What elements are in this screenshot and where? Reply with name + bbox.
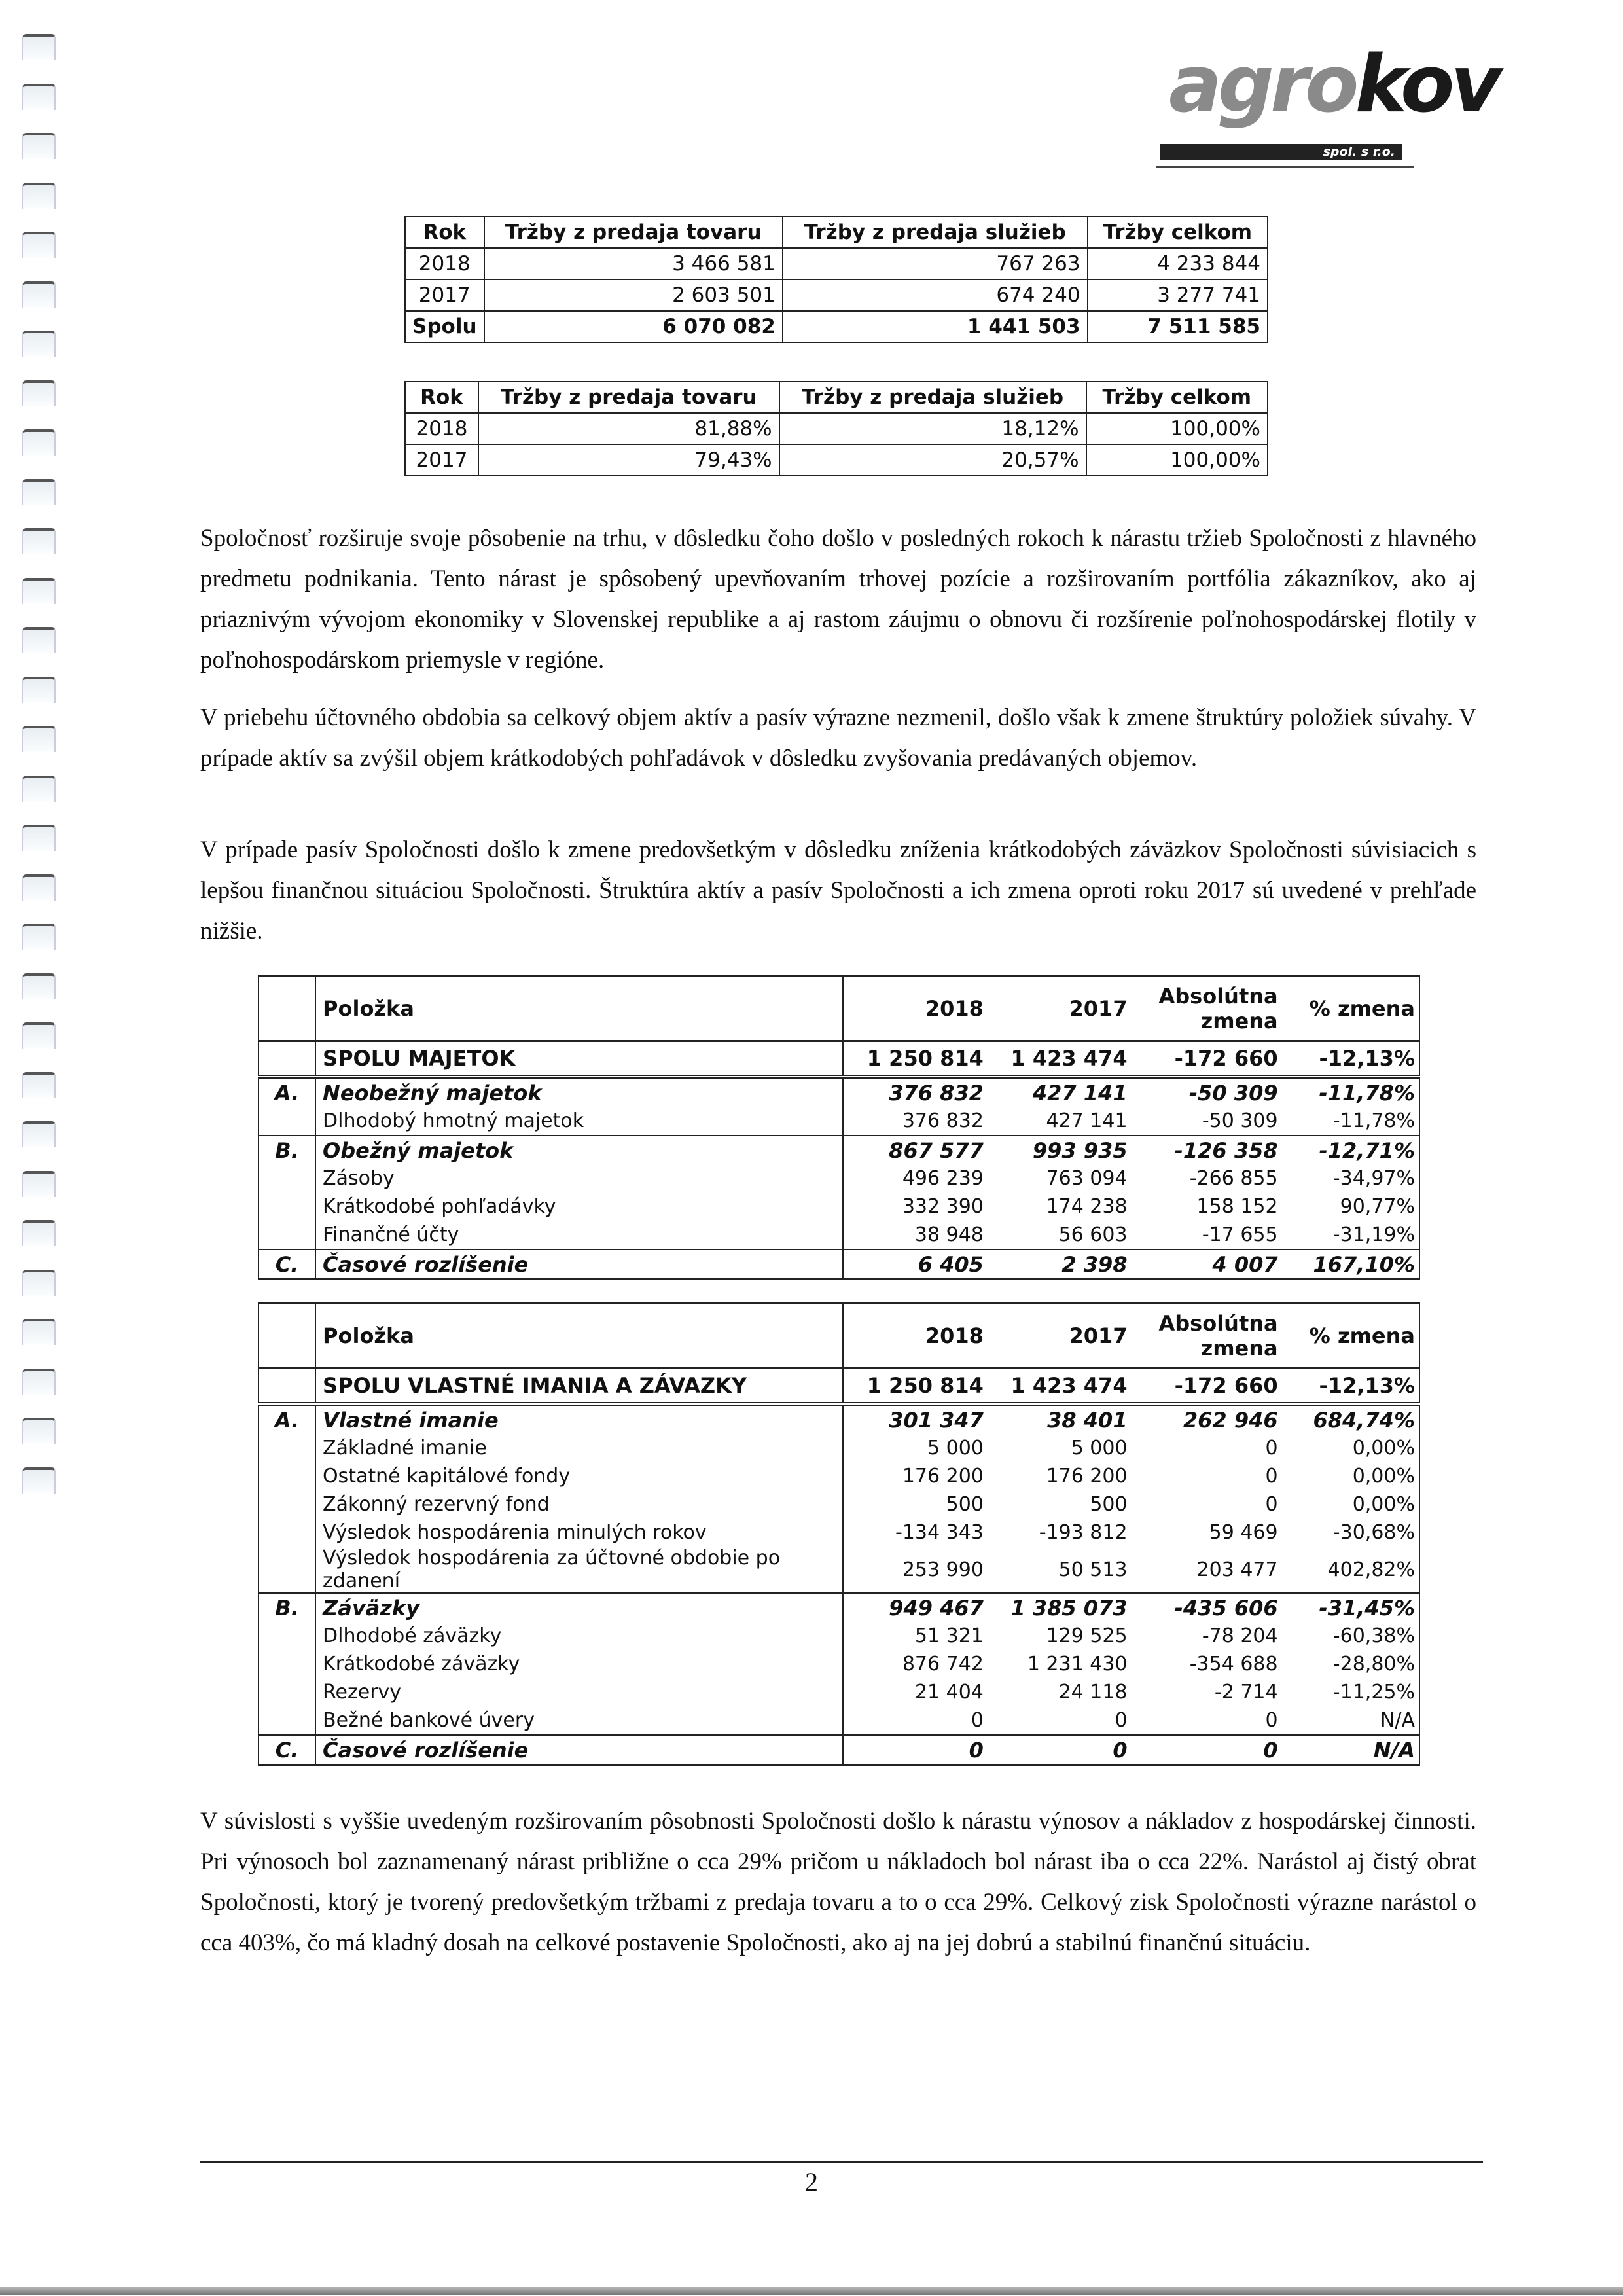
company-logo <box>1156 39 1522 159</box>
cell-pct-change: -30,68% <box>1282 1518 1419 1547</box>
cell-2017: -193 812 <box>1039 1521 1128 1544</box>
binding-hole <box>22 84 56 110</box>
cell-2017: 1 423 474 <box>988 1369 1132 1405</box>
cell-name: Dlhodobé záväzky <box>315 1622 843 1650</box>
cell-pct-change: 0,00% <box>1282 1490 1419 1518</box>
cell-code <box>259 1547 315 1593</box>
cell-abs-change: 203 477 <box>1196 1558 1278 1581</box>
cell-2017: 1 423 474 <box>988 1041 1132 1077</box>
binding-hole <box>22 528 56 554</box>
binding-hole <box>22 1220 56 1246</box>
cell-name: Časové rozlíšenie <box>315 1735 843 1765</box>
column-header: Položka <box>315 977 843 1041</box>
cell-value: 6 070 082 <box>484 311 783 342</box>
cell-code <box>259 1490 315 1518</box>
cell-abs-change: 0 <box>1265 1709 1278 1732</box>
cell-pct-change: -11,78% <box>1282 1077 1419 1107</box>
cell-code: C. <box>259 1249 315 1280</box>
cell-2017: 5 000 <box>1071 1437 1128 1460</box>
column-header: 2017 <box>988 977 1132 1041</box>
column-header-code <box>259 1304 315 1369</box>
binding-hole <box>22 973 56 999</box>
cell-2017: 56 603 <box>1058 1223 1128 1246</box>
cell-abs-change: 0 <box>1265 1465 1278 1488</box>
cell-abs-change: -17 655 <box>1202 1223 1278 1246</box>
cell-pct-change: -31,45% <box>1282 1593 1419 1622</box>
cell-2017: 427 141 <box>1032 1080 1128 1105</box>
column-header: Rok <box>405 382 478 413</box>
cell-value: 100,00% <box>1086 444 1268 476</box>
column-header: Absolútna zmena <box>1132 977 1282 1041</box>
cell-year: 2018 <box>405 413 478 444</box>
cell-name: Zákonný rezervný fond <box>315 1490 843 1518</box>
cell-value: 1 441 503 <box>783 311 1088 342</box>
cell-code: C. <box>259 1735 315 1765</box>
cell-name: Obežný majetok <box>315 1136 843 1164</box>
assets-table <box>258 975 1420 1280</box>
cell-value: 4 233 844 <box>1088 248 1268 279</box>
cell-pct-change: N/A <box>1282 1735 1419 1765</box>
cell-code: B. <box>259 1136 315 1164</box>
binding-hole <box>22 380 56 406</box>
table-row <box>259 1221 1419 1249</box>
cell-abs-change: -2 714 <box>1214 1681 1278 1704</box>
cell-2018: 51 321 <box>914 1624 984 1647</box>
cell-pct-change: 684,74% <box>1282 1404 1419 1434</box>
binding-hole <box>22 726 56 752</box>
paragraph: V priebehu účtovného obdobia sa celkový objem aktív a pasív výrazne nezmenil, došlo však k zmene štruktúry položiek súvahy. V prípade aktív sa zvýšil objem krátkodobých pohľadávok v dôsledku zvyšovania predávaných objemov. <box>200 704 1476 772</box>
cell-name: Časové rozlíšenie <box>315 1249 843 1280</box>
cell-2017: 129 525 <box>1046 1624 1128 1647</box>
cell-value: 20,57% <box>779 444 1086 476</box>
cell-value: 3 466 581 <box>484 248 783 279</box>
cell-2017: 993 935 <box>988 1136 1132 1164</box>
cell-name: Zásoby <box>315 1164 843 1193</box>
paragraph: V súvislosti s vyššie uvedeným rozširovaním pôsobnosti Spoločnosti došlo k nárastu výnosov a nákladov z hospodárskej činnosti. Pri výnosoch bol zaznamenaný nárast približne o cca 29% pričom u nákladoch bol nárast iba o cca 22%. Narástol aj čistý obrat Spoločnosti, ktorý je tvorený predovšetkým tržbami z predaja tovaru a to o cca 29%. Celkový zisk Spoločnosti výrazne narástol o cca 403%, čo má kladný dosah na celkové postavenie Spoločnosti, ako aj na jej dobrú a stabilnú finančnú situáciu. <box>200 1808 1476 1956</box>
column-header: 2017 <box>988 1304 1132 1369</box>
cell-pct-change: 167,10% <box>1282 1249 1419 1280</box>
cell-value: 79,43% <box>478 444 779 476</box>
cell-pct-change: 0,00% <box>1282 1434 1419 1462</box>
cell-abs-change: -50 309 <box>1188 1080 1278 1105</box>
table-row <box>405 248 1268 279</box>
table-header-row <box>259 977 1419 1041</box>
table-header-row <box>259 1304 1419 1369</box>
cell-abs-change: 4 007 <box>1132 1249 1282 1280</box>
cell-2017: 427 141 <box>1046 1109 1128 1132</box>
cell-2017: 0 <box>988 1735 1132 1765</box>
cell-code <box>259 1706 315 1735</box>
binding-hole <box>22 1121 56 1147</box>
cell-2017: 0 <box>1115 1709 1128 1732</box>
cell-code <box>259 1107 315 1136</box>
cell-value: 7 511 585 <box>1088 311 1268 342</box>
paragraph: V prípade pasív Spoločnosti došlo k zmene predovšetkým v dôsledku zníženia krátkodobých záväzkov Spoločnosti súvisiacich s lepšou finančnou situáciou Spoločnosti. Štruktúra aktív a pasív Spoločnosti a ich zmena oproti roku 2017 sú uvedené v prehľade nižšie. <box>200 836 1476 944</box>
binding-hole <box>22 479 56 505</box>
table-row <box>259 1622 1419 1650</box>
cell-2018: 6 405 <box>843 1249 988 1280</box>
cell-2017: 500 <box>1090 1493 1128 1516</box>
binding-hole <box>22 1072 56 1098</box>
binding-hole <box>22 1467 56 1494</box>
binding-hole <box>22 429 56 456</box>
cell-pct-change: -12,13% <box>1282 1041 1419 1077</box>
cell-2018: -134 343 <box>895 1521 984 1544</box>
cell-pct-change: -11,25% <box>1282 1678 1419 1706</box>
cell-value: 674 240 <box>783 279 1088 311</box>
cell-name: Základné imanie <box>315 1434 843 1462</box>
cell-name: Krátkodobé záväzky <box>315 1650 843 1678</box>
binding-hole <box>22 578 56 604</box>
cell-code <box>259 1369 315 1405</box>
table-row <box>259 1678 1419 1706</box>
table-total-row <box>259 1369 1419 1405</box>
cell-name: Výsledok hospodárenia za účtovné obdobie po zdanení <box>315 1547 843 1593</box>
cell-abs-change: 262 946 <box>1183 1407 1278 1433</box>
cell-code: A. <box>259 1077 315 1107</box>
logo-tagline: spol. s r.o. <box>1323 145 1395 159</box>
cell-2018: 21 404 <box>914 1681 984 1704</box>
binding-hole <box>22 1418 56 1444</box>
cell-code <box>259 1221 315 1249</box>
binding-hole <box>22 924 56 950</box>
cell-2017: 24 118 <box>1058 1681 1128 1704</box>
binding-hole <box>22 232 56 258</box>
cell-abs-change: 158 152 <box>1196 1195 1278 1218</box>
column-header: Rok <box>405 217 484 248</box>
cell-abs-change: -78 204 <box>1202 1624 1278 1647</box>
cell-pct-change: 0,00% <box>1282 1462 1419 1490</box>
cell-2018: 376 832 <box>902 1109 984 1132</box>
column-header: % zmena <box>1282 977 1419 1041</box>
cell-2018: 1 250 814 <box>843 1041 988 1077</box>
table-header-row <box>405 382 1268 413</box>
cell-code <box>259 1193 315 1221</box>
scan-edge <box>0 2287 1623 2295</box>
cell-value: 3 277 741 <box>1088 279 1268 311</box>
cell-2018: 1 250 814 <box>843 1369 988 1405</box>
binding-hole <box>22 1319 56 1345</box>
column-header: Tržby celkom <box>1088 217 1268 248</box>
cell-code <box>259 1434 315 1462</box>
cell-code <box>259 1462 315 1490</box>
binding-hole <box>22 1171 56 1197</box>
cell-abs-change: 0 <box>1265 1493 1278 1516</box>
cell-code: B. <box>259 1593 315 1622</box>
cell-abs-change: -266 855 <box>1189 1167 1278 1190</box>
column-header: Položka <box>315 1304 843 1369</box>
cell-2017: 1 385 073 <box>988 1593 1132 1622</box>
cell-name: Dlhodobý hmotný majetok <box>315 1107 843 1136</box>
binding-hole <box>22 133 56 159</box>
table-row <box>259 1107 1419 1136</box>
cell-value: 81,88% <box>478 413 779 444</box>
cell-abs-change: -126 358 <box>1132 1136 1282 1164</box>
cell-2017: 2 398 <box>988 1249 1132 1280</box>
column-header: Tržby z predaja služieb <box>779 382 1086 413</box>
table-group-row <box>259 1593 1419 1622</box>
cell-pct-change: -11,78% <box>1282 1107 1419 1136</box>
cell-2018: 867 577 <box>843 1136 988 1164</box>
table-row <box>259 1518 1419 1547</box>
cell-name: Záväzky <box>315 1593 843 1622</box>
cell-2018: 496 239 <box>902 1167 984 1190</box>
cell-name: Vlastné imanie <box>315 1404 843 1434</box>
cell-2017: 50 513 <box>1058 1558 1128 1581</box>
column-header: Tržby z predaja tovaru <box>484 217 783 248</box>
column-header-code <box>259 977 315 1041</box>
cell-abs-change: -172 660 <box>1132 1041 1282 1077</box>
table-row <box>259 1547 1419 1593</box>
cell-code <box>259 1164 315 1193</box>
logo-rule <box>1156 166 1414 168</box>
cell-2018: 38 948 <box>914 1223 984 1246</box>
table-group-row <box>259 1249 1419 1280</box>
column-header: 2018 <box>843 977 988 1041</box>
binding-hole <box>22 281 56 308</box>
cell-pct-change: 402,82% <box>1282 1547 1419 1593</box>
table-row <box>405 413 1268 444</box>
column-header: Absolútna zmena <box>1132 1304 1282 1369</box>
cell-code <box>259 1041 315 1077</box>
cell-name: Krátkodobé pohľadávky <box>315 1193 843 1221</box>
cell-name: SPOLU MAJETOK <box>315 1041 843 1077</box>
table-row <box>259 1193 1419 1221</box>
cell-2018: 332 390 <box>902 1195 984 1218</box>
table-row <box>259 1164 1419 1193</box>
logo-wordmark: agrokov <box>1169 39 1498 130</box>
cell-abs-change: 0 <box>1265 1437 1278 1460</box>
column-header: % zmena <box>1282 1304 1419 1369</box>
cell-abs-change: -435 606 <box>1132 1593 1282 1622</box>
sales-share-table <box>404 381 1268 476</box>
table-header-row <box>405 217 1268 248</box>
cell-year: 2017 <box>405 444 478 476</box>
cell-pct-change: -12,13% <box>1282 1369 1419 1405</box>
binding-hole <box>22 1270 56 1296</box>
binding-hole <box>22 627 56 653</box>
logo-tagline-bar <box>1160 144 1402 160</box>
cell-code: A. <box>259 1404 315 1434</box>
cell-2018: 5 000 <box>927 1437 984 1460</box>
cell-pct-change: -34,97% <box>1282 1164 1419 1193</box>
cell-label: Spolu <box>405 311 484 342</box>
cell-2018: 176 200 <box>902 1465 984 1488</box>
cell-value: 2 603 501 <box>484 279 783 311</box>
binding-hole <box>22 677 56 703</box>
cell-pct-change: -31,19% <box>1282 1221 1419 1249</box>
cell-2017: 763 094 <box>1046 1167 1128 1190</box>
cell-2018: 0 <box>971 1709 984 1732</box>
cell-2017: 174 238 <box>1046 1195 1128 1218</box>
column-header: Tržby z predaja tovaru <box>478 382 779 413</box>
cell-name: Bežné bankové úvery <box>315 1706 843 1735</box>
sales-table <box>404 216 1268 343</box>
cell-code <box>259 1650 315 1678</box>
table-group-row <box>259 1735 1419 1765</box>
cell-2017: 1 231 430 <box>1027 1653 1128 1676</box>
cell-abs-change: 0 <box>1132 1735 1282 1765</box>
table-group-row <box>259 1077 1419 1107</box>
cell-name: Finančné účty <box>315 1221 843 1249</box>
cell-abs-change: -354 688 <box>1189 1653 1278 1676</box>
table-row <box>405 279 1268 311</box>
cell-2018: 0 <box>843 1735 988 1765</box>
table-row <box>405 444 1268 476</box>
cell-name: Výsledok hospodárenia minulých rokov <box>315 1518 843 1547</box>
cell-code <box>259 1518 315 1547</box>
table-row <box>259 1434 1419 1462</box>
cell-abs-change: -50 309 <box>1202 1109 1278 1132</box>
table-row <box>259 1462 1419 1490</box>
table-group-row <box>259 1136 1419 1164</box>
binding-hole <box>22 1022 56 1049</box>
cell-name: SPOLU VLASTNÉ IMANIA A ZÁVAZKY <box>315 1369 843 1405</box>
table-row <box>259 1490 1419 1518</box>
page-number: 2 <box>805 2167 818 2197</box>
cell-year: 2017 <box>405 279 484 311</box>
table-group-row <box>259 1404 1419 1434</box>
liabilities-table <box>258 1302 1420 1766</box>
cell-pct-change: 90,77% <box>1282 1193 1419 1221</box>
paragraph: Spoločnosť rozširuje svoje pôsobenie na trhu, v dôsledku čoho došlo v posledných rokoch k nárastu tržieb Spoločnosti z hlavného predmetu podnikania. Tento nárast je spôsobený upevňovaním trhovej pozície a rozširovaním portfólia zákazníkov, ako aj priaznivým vývojom ekonomiky v Slovenskej republike a aj rastom záujmu o obnovu či rozšírenie poľnohospodárskej flotily v poľnohospodárskom priemysle v regióne. <box>200 525 1476 673</box>
cell-2018: 500 <box>946 1493 984 1516</box>
binding-hole <box>22 331 56 357</box>
cell-year: 2018 <box>405 248 484 279</box>
table-total-row <box>259 1041 1419 1077</box>
table-row <box>259 1706 1419 1735</box>
binding-hole <box>22 825 56 851</box>
cell-abs-change: -172 660 <box>1132 1369 1282 1405</box>
cell-name: Neobežný majetok <box>315 1077 843 1107</box>
footer-rule <box>200 2161 1483 2163</box>
cell-2017: 38 401 <box>1047 1407 1128 1433</box>
cell-code <box>259 1678 315 1706</box>
binding-hole <box>22 183 56 209</box>
cell-2018: 301 347 <box>889 1407 984 1433</box>
cell-2018: 253 990 <box>902 1558 984 1581</box>
cell-value: 767 263 <box>783 248 1088 279</box>
cell-abs-change: 59 469 <box>1209 1521 1278 1544</box>
table-row <box>259 1650 1419 1678</box>
column-header: Tržby celkom <box>1086 382 1268 413</box>
cell-pct-change: N/A <box>1282 1706 1419 1735</box>
column-header: Tržby z predaja služieb <box>783 217 1088 248</box>
binding-hole <box>22 34 56 60</box>
cell-2017: 176 200 <box>1046 1465 1128 1488</box>
cell-pct-change: -60,38% <box>1282 1622 1419 1650</box>
cell-value: 18,12% <box>779 413 1086 444</box>
cell-pct-change: -12,71% <box>1282 1136 1419 1164</box>
cell-code <box>259 1622 315 1650</box>
cell-pct-change: -28,80% <box>1282 1650 1419 1678</box>
binding-hole <box>22 1369 56 1395</box>
column-header: 2018 <box>843 1304 988 1369</box>
cell-value: 100,00% <box>1086 413 1268 444</box>
cell-name: Rezervy <box>315 1678 843 1706</box>
cell-2018: 876 742 <box>902 1653 984 1676</box>
cell-2018: 949 467 <box>843 1593 988 1622</box>
binding-hole <box>22 874 56 901</box>
table-total-row <box>405 311 1268 342</box>
cell-2018: 376 832 <box>889 1080 984 1105</box>
binding-hole <box>22 776 56 802</box>
cell-name: Ostatné kapitálové fondy <box>315 1462 843 1490</box>
